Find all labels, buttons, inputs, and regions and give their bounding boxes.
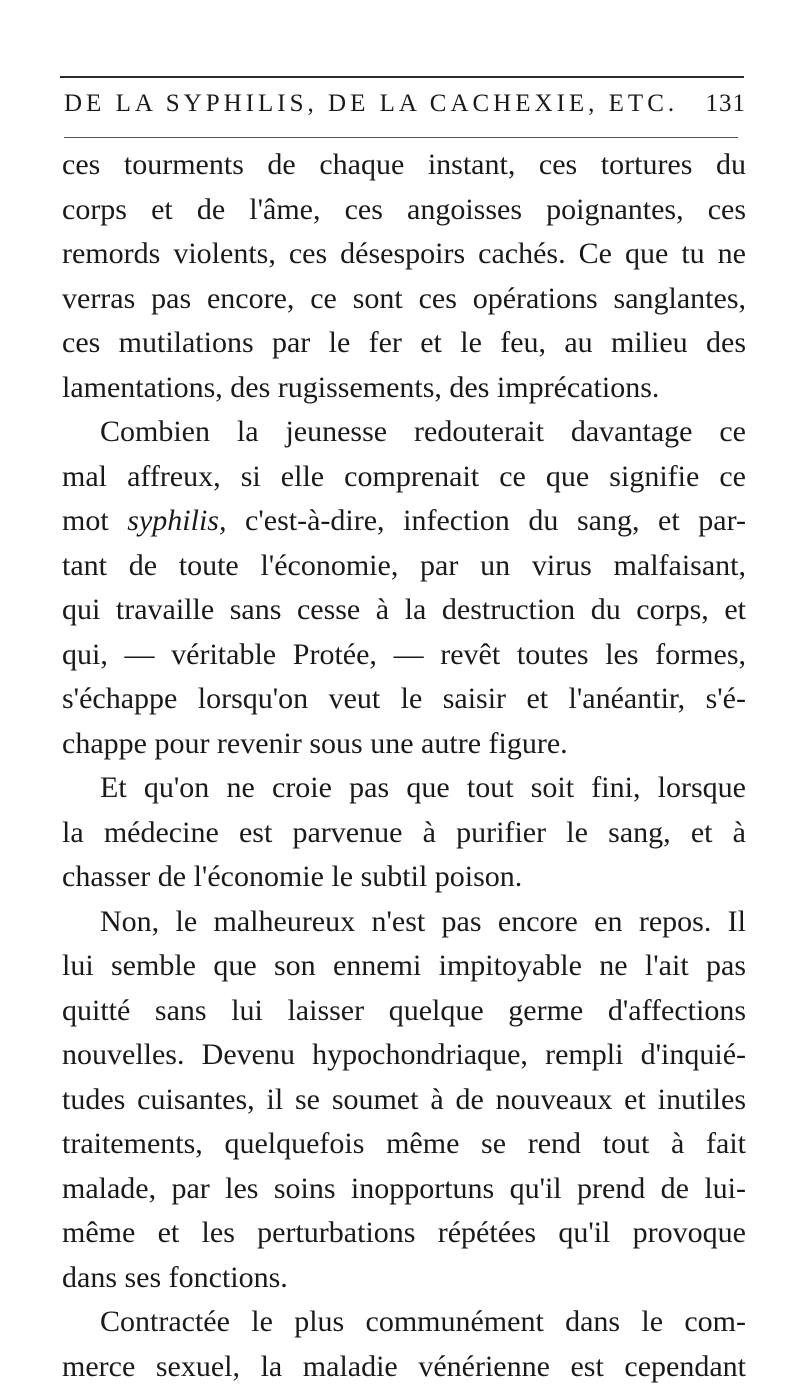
- text-line: ces mutilations par le fer et le feu, au milieu des: [62, 321, 746, 366]
- page-number: 131: [706, 90, 747, 118]
- text-line: la médecine est parvenue à purifier le sang, et à: [62, 811, 746, 856]
- italic-term: syphilis,: [127, 504, 226, 537]
- text-line: merce sexuel, la maladie vénérienne est cependant: [62, 1345, 746, 1389]
- text-line: malade, par les soins inopportuns qu'il prend de lui-: [62, 1167, 746, 1212]
- text-line: tudes cuisantes, il se soumet à de nouveaux et inutiles: [62, 1078, 746, 1123]
- paragraph-start-line: Contractée le plus communément dans le com-: [62, 1300, 746, 1345]
- paragraph-start-line: Combien la jeunesse redouterait davantage ce: [62, 410, 746, 455]
- text-line: lamentations, des rugissements, des imprécations.: [62, 366, 746, 411]
- text-line: mal affreux, si elle comprenait ce que signifie ce: [62, 455, 746, 500]
- text-line: traitements, quelquefois même se rend tout à fait: [62, 1122, 746, 1167]
- text-line: remords violents, ces désespoirs cachés. Ce que tu ne: [62, 232, 746, 277]
- text-line: [62, 499, 746, 544]
- text-line: ces tourments de chaque instant, ces tortures du: [62, 143, 746, 188]
- running-head: [64, 90, 746, 124]
- running-title: DE LA SYPHILIS, DE LA CACHEXIE, ETC.: [64, 90, 678, 118]
- text-line: s'échappe lorsqu'on veut le saisir et l'anéantir, s'é-: [62, 677, 746, 722]
- text-line: même et les perturbations répétées qu'il provoque: [62, 1211, 746, 1256]
- text-line: chasser de l'économie le subtil poison.: [62, 855, 746, 900]
- text-segment: c'est-à-dire, infection du sang, et par-: [226, 504, 746, 537]
- text-line: verras pas encore, ce sont ces opérations sanglantes,: [62, 277, 746, 322]
- text-line: tant de toute l'économie, par un virus malfaisant,: [62, 544, 746, 589]
- text-line: dans ses fonctions.: [62, 1256, 746, 1301]
- text-line: qui travaille sans cesse à la destruction du corps, et: [62, 588, 746, 633]
- text-line: lui semble que son ennemi impitoyable ne l'ait pas: [62, 944, 746, 989]
- paragraph-start-line: Non, le malheureux n'est pas encore en repos. Il: [62, 900, 746, 945]
- body-text: [62, 143, 746, 1389]
- text-segment: mot: [62, 504, 127, 537]
- text-line: chappe pour revenir sous une autre figure.: [62, 722, 746, 767]
- text-line: nouvelles. Devenu hypochondriaque, rempli d'inquié-: [62, 1033, 746, 1078]
- header-rule-bottom: [64, 137, 738, 138]
- header-rule-top: [60, 76, 744, 78]
- text-line: qui, — véritable Protée, — revêt toutes les formes,: [62, 633, 746, 678]
- text-line: quitté sans lui laisser quelque germe d'affections: [62, 989, 746, 1034]
- text-line: corps et de l'âme, ces angoisses poignantes, ces: [62, 188, 746, 233]
- paragraph-start-line: Et qu'on ne croie pas que tout soit fini, lorsque: [62, 766, 746, 811]
